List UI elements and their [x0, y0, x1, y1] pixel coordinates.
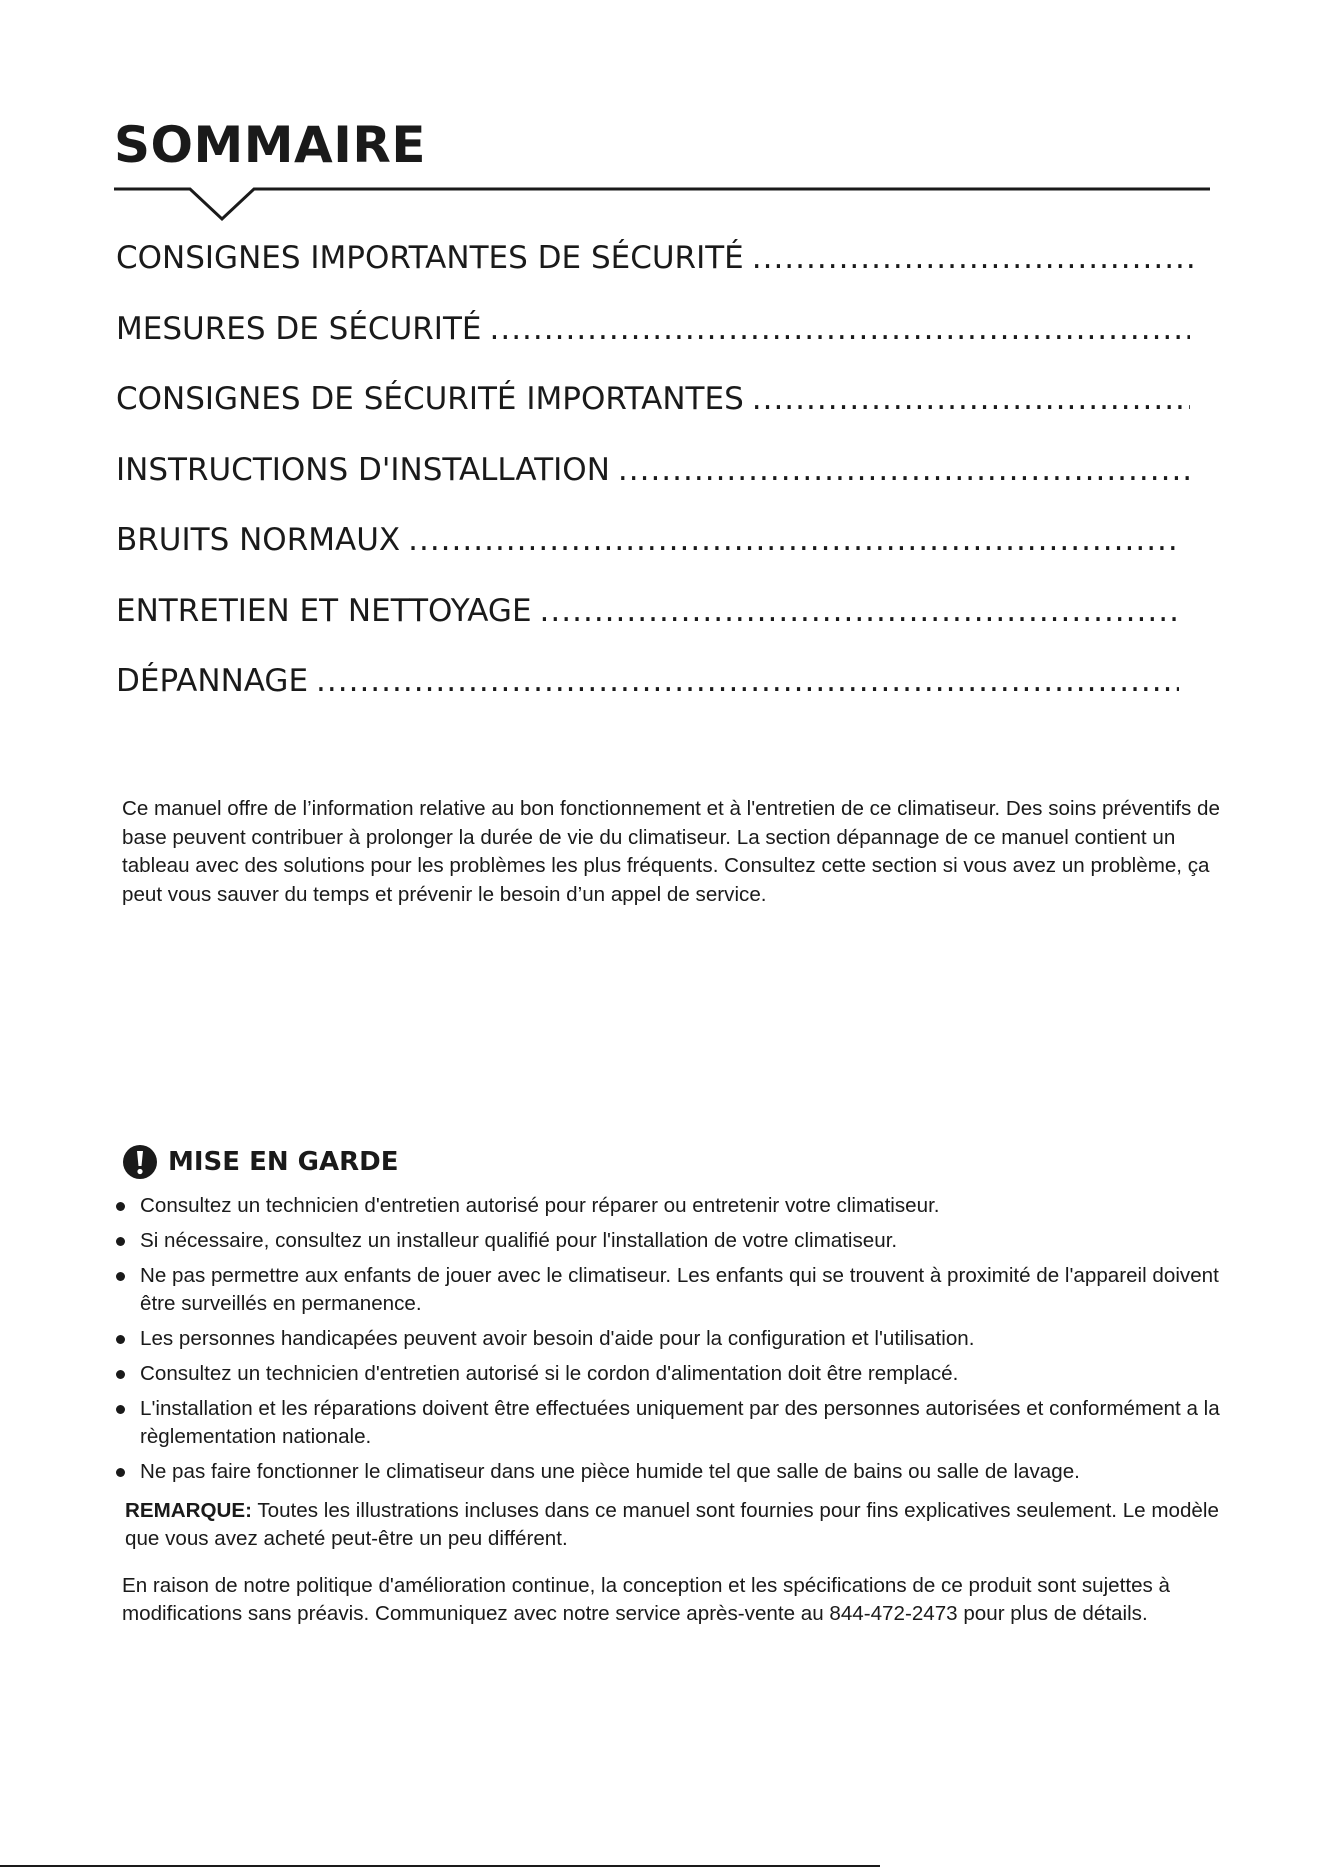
list-item: [110, 1325, 1230, 1353]
toc-item[interactable]: [116, 240, 1198, 311]
note-text: Toutes les illustrations incluses dans ce manuel sont fournies pour fins explicatives seulement. Le modèle que vous avez acheté peut-être un peu différent.: [125, 1499, 1219, 1550]
bullet-icon: [116, 1237, 125, 1246]
exclamation-icon: [122, 1144, 158, 1180]
toc-item[interactable]: [116, 311, 1190, 382]
toc-item[interactable]: [116, 452, 1190, 523]
toc-dot-leader: [540, 593, 1179, 629]
policy-paragraph: En raison de notre politique d'amélioration continue, la conception et les spécifications de ce produit sont sujettes à modifications sans préavis. Communiquez avec notre service après-vente au 844-472-2473 pour plus de détails.: [122, 1574, 1170, 1625]
list-item: [110, 1395, 1230, 1451]
toc-dot-leader: [752, 240, 1198, 276]
toc-dot-leader: [316, 663, 1179, 699]
list-item-text: L'installation et les réparations doivent être effectuées uniquement par des personnes autorisées et conformément a la règlementation nationale.: [140, 1397, 1220, 1448]
intro-paragraph: Ce manuel offre de l’information relative au bon fonctionnement et à l'entretien de ce climatiseur. Des soins préventifs de base peuvent contribuer à prolonger la durée de vie du climatiseur. La section dépannage de ce manuel contient un tableau avec des solutions pour les problèmes les plus fréquents. Consultez cette section si vous avez un problème, ça peut vous sauver du temps et prévenir le besoin d’un appel de service.: [122, 797, 1220, 906]
bullet-icon: [116, 1405, 125, 1414]
bullet-icon: [116, 1202, 125, 1211]
toc-item[interactable]: [116, 663, 1179, 734]
caution-title: MISE EN GARDE: [168, 1147, 399, 1177]
toc-item[interactable]: [116, 522, 1179, 593]
bullet-icon: [116, 1370, 125, 1379]
toc-item[interactable]: [116, 381, 1190, 452]
toc-dot-leader: [618, 452, 1190, 488]
list-item-text: Consultez un technicien d'entretien autorisé si le cordon d'alimentation doit être remplacé.: [140, 1362, 959, 1385]
list-item: [110, 1227, 1230, 1255]
toc-item-label: CONSIGNES DE SÉCURITÉ IMPORTANTES: [116, 381, 744, 417]
table-of-contents: [116, 240, 1206, 734]
list-item-text: Ne pas faire fonctionner le climatiseur dans une pièce humide tel que salle de bains ou salle de lavage.: [140, 1460, 1080, 1483]
toc-item-label: DÉPANNAGE: [116, 663, 309, 699]
list-item-text: Ne pas permettre aux enfants de jouer avec le climatiseur. Les enfants qui se trouvent à proximité de l'appareil doivent être surveillés en permanence.: [140, 1264, 1219, 1315]
note-paragraph: [125, 1497, 1225, 1553]
caution-heading: [122, 1144, 398, 1180]
list-item-text: Les personnes handicapées peuvent avoir besoin d'aide pour la configuration et l'utilisation.: [140, 1327, 975, 1350]
bullet-icon: [116, 1335, 125, 1344]
toc-dot-leader: [752, 381, 1190, 417]
list-item: [110, 1458, 1230, 1486]
toc-item-label: ENTRETIEN ET NETTOYAGE: [116, 592, 532, 629]
bullet-icon: [116, 1468, 125, 1477]
list-item-text: Si nécessaire, consultez un installeur qualifié pour l'installation de votre climatiseur.: [140, 1229, 898, 1252]
toc-item-label: CONSIGNES IMPORTANTES DE SÉCURITÉ: [116, 240, 744, 276]
list-item: [110, 1262, 1230, 1318]
list-item-text: Consultez un technicien d'entretien autorisé pour réparer ou entretenir votre climatiseur.: [140, 1194, 940, 1217]
caution-list: [110, 1192, 1230, 1493]
note-label: REMARQUE:: [125, 1499, 252, 1522]
toc-item-label: BRUITS NORMAUX: [116, 522, 401, 558]
toc-item[interactable]: [116, 593, 1179, 664]
toc-item-label: MESURES DE SÉCURITÉ: [116, 310, 482, 347]
page-title: SOMMAIRE: [114, 116, 426, 174]
toc-dot-leader: [489, 311, 1190, 347]
list-item: [110, 1192, 1230, 1220]
title-underline: [0, 175, 1324, 235]
toc-item-label: INSTRUCTIONS D'INSTALLATION: [116, 451, 610, 488]
bullet-icon: [116, 1272, 125, 1281]
list-item: [110, 1360, 1230, 1388]
footer-rule: [0, 1865, 880, 1867]
toc-dot-leader: [408, 522, 1179, 558]
